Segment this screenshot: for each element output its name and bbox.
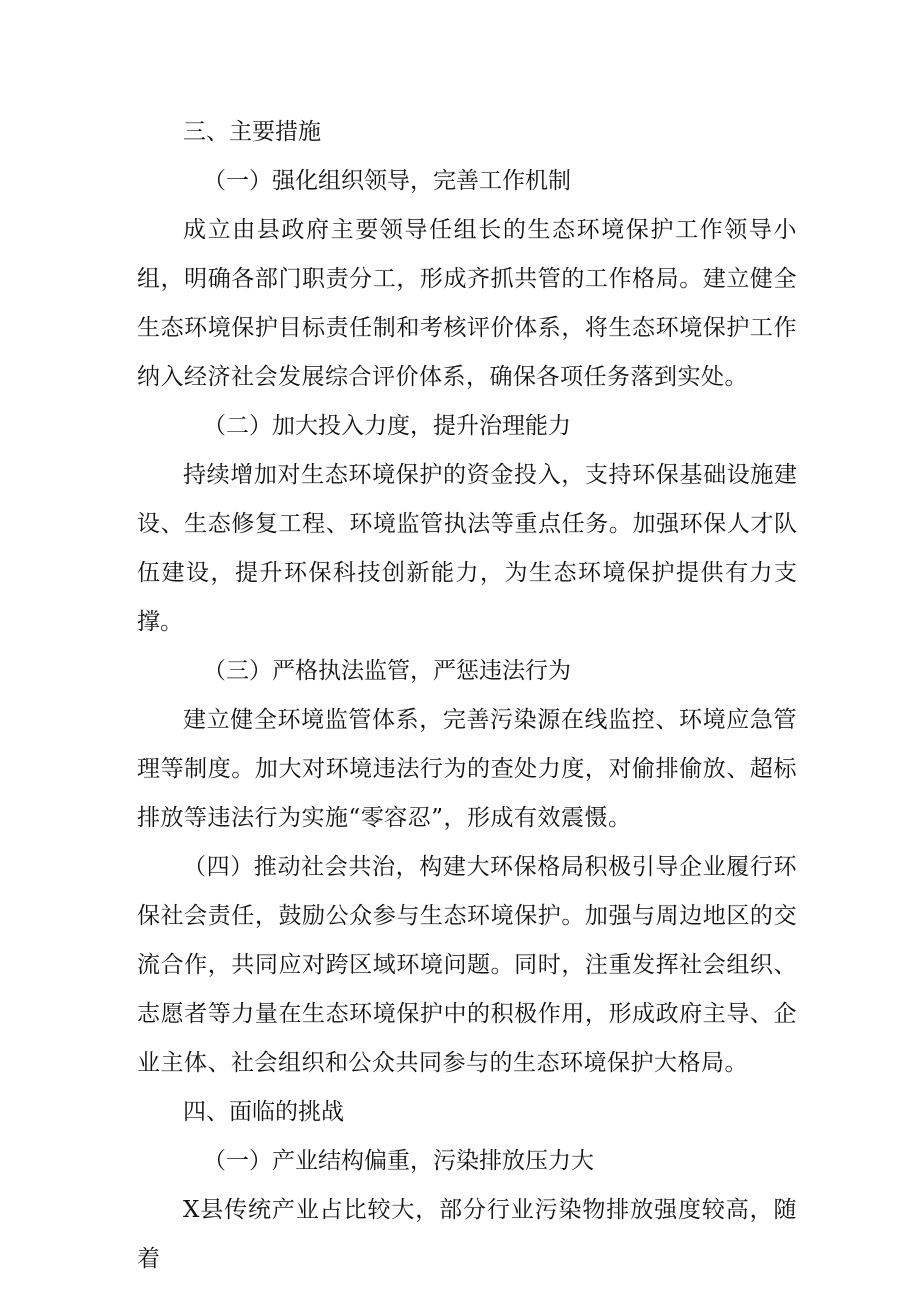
subsection-3-1-paragraph: 成立由县政府主要领导任组长的生态环境保护工作领导小组，明确各部门职责分工，形成齐抓共管的工作格局。建立健全生态环境保护目标责任制和考核评价体系，将生态环境保护工作纳入经济社会发展综合评价体系，确保各项任务落到实处。 — [137, 217, 797, 390]
subsection-3-4-paragraph: （四）推动社会共治，构建大环保格局积极引导企业履行环保社会责任，鼓励公众参与生态环境保护。加强与周边地区的交流合作，共同应对跨区域环境问题。同时，注重发挥社会组织、志愿者等力量在生态环境保护中的积极作用，形成政府主导、企业主体、社会组织和公众共同参与的生态环境保护大格局。 — [137, 854, 797, 1076]
document-body — [137, 108, 797, 1284]
section-4-title: 四、面临的挑战 — [183, 1099, 344, 1125]
subsection-3-2-paragraph: 持续增加对生态环境保护的资金投入，支持环保基础设施建设、生态修复工程、环境监管执法等重点任务。加强环保人才队伍建设，提升环保科技创新能力，为生态环境保护提供有力支撑。 — [137, 462, 797, 635]
subsection-4-1-paragraph: X县传统产业占比较大，部分行业污染物排放强度较高，随着 — [137, 1197, 797, 1272]
subsection-4-1-title: （一）产业结构偏重，污染排放压力大 — [203, 1148, 594, 1174]
subsection-3-1-title: （一）强化组织领导，完善工作机制 — [203, 168, 571, 194]
subsection-3-3-title: （三）严格执法监管，严惩违法行为 — [203, 658, 571, 684]
section-3-title: 三、主要措施 — [183, 119, 321, 145]
subsection-3-3-paragraph: 建立健全环境监管体系，完善污染源在线监控、环境应急管理等制度。加大对环境违法行为的查处力度，对偷排偷放、超标排放等违法行为实施“零容忍”，形成有效震慑。 — [137, 707, 797, 831]
subsection-3-2-title: （二）加大投入力度，提升治理能力 — [203, 413, 571, 439]
